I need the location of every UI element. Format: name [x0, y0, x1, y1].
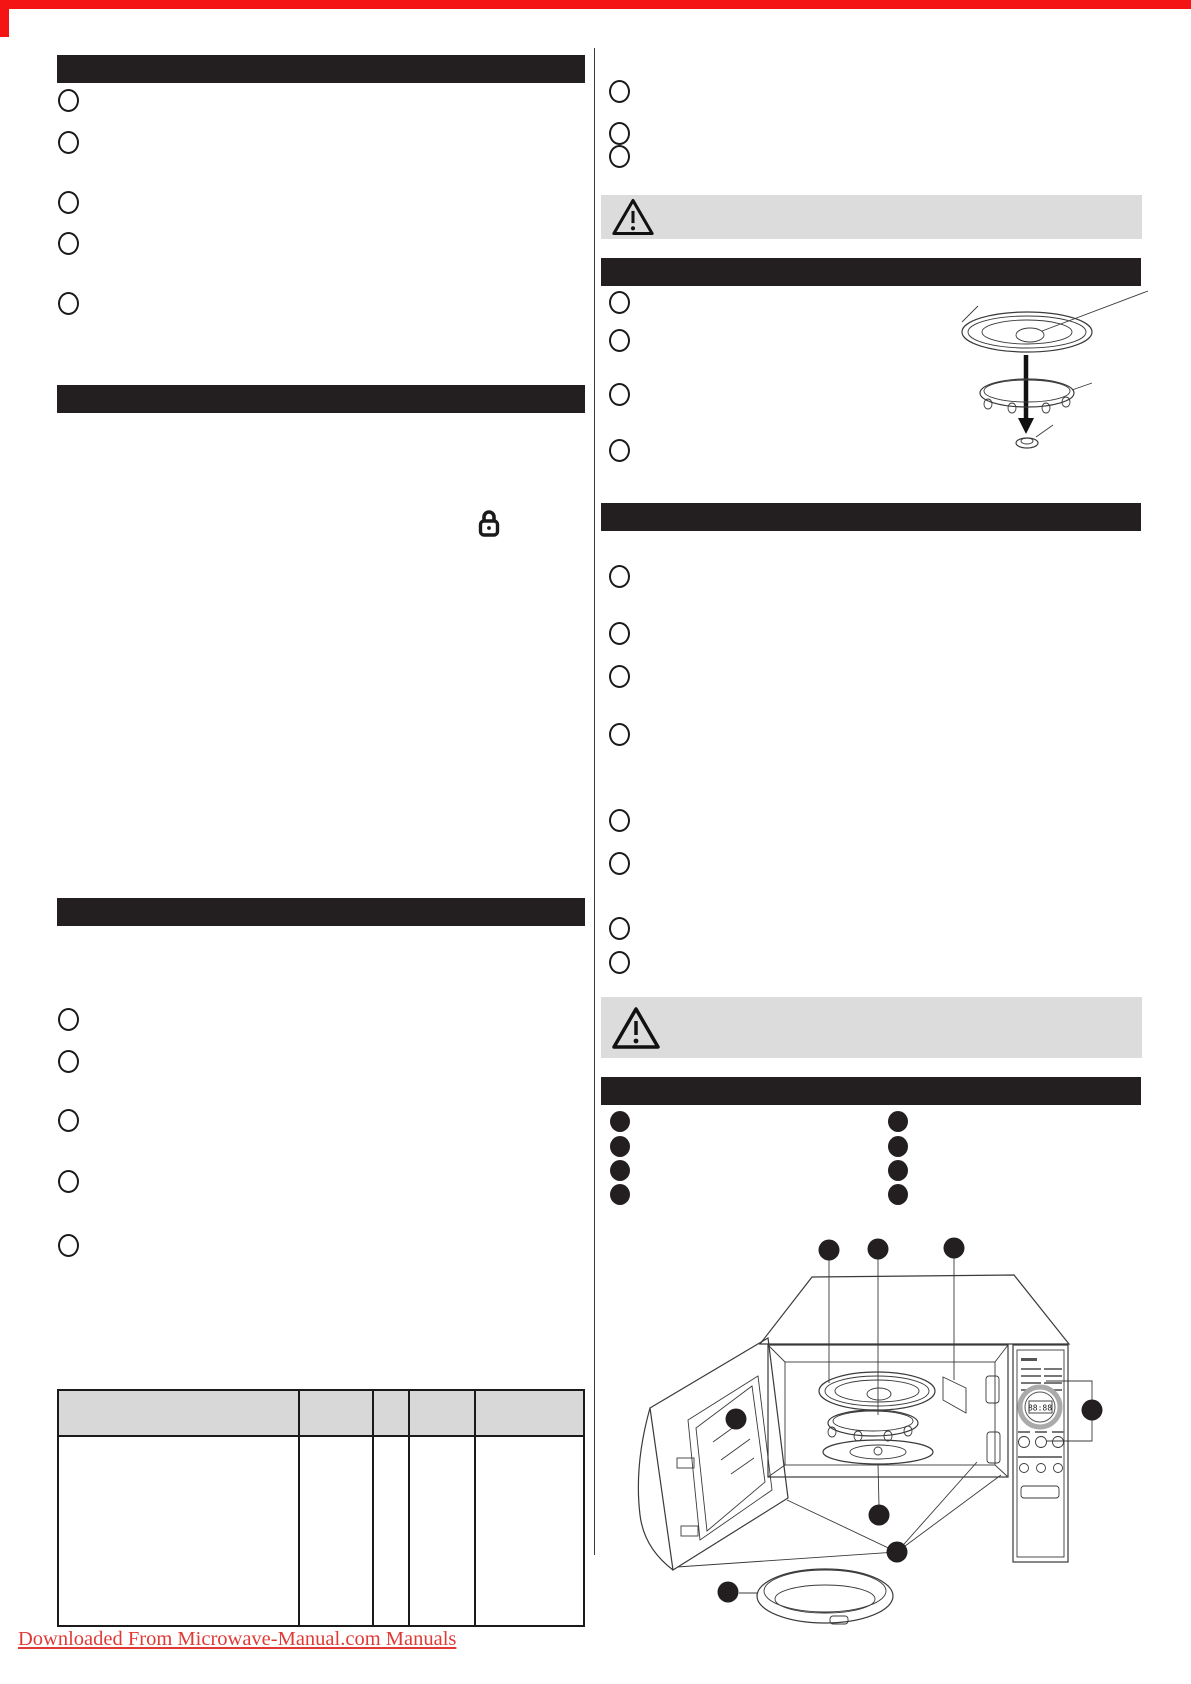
list-bullet-circle — [609, 917, 630, 940]
list-bullet-circle — [58, 1008, 79, 1031]
feature-number-dot — [610, 1111, 630, 1132]
list-bullet-circle — [609, 809, 630, 832]
callout-number-dot — [944, 1238, 965, 1259]
list-bullet-circle — [58, 131, 79, 154]
table-column-border — [474, 1391, 476, 1625]
cooking-table — [57, 1389, 585, 1627]
list-bullet-circle — [58, 232, 79, 255]
feature-number-dot — [888, 1184, 908, 1205]
list-bullet-circle — [609, 122, 630, 145]
list-bullet-circle — [58, 1109, 79, 1132]
callout-number-dot — [1082, 1400, 1103, 1421]
oven-parts-diagram — [580, 1210, 1191, 1635]
table-column-border — [372, 1391, 374, 1625]
list-bullet-circle — [58, 1050, 79, 1073]
feature-number-dot — [610, 1160, 630, 1181]
red-mark-top — [0, 0, 1191, 9]
list-bullet-circle — [58, 191, 79, 214]
list-bullet-circle — [609, 291, 630, 314]
warning-band — [601, 997, 1142, 1058]
list-bullet-circle — [609, 329, 630, 352]
svg-text:88:88: 88:88 — [1027, 1403, 1053, 1413]
feature-number-dot — [888, 1136, 908, 1157]
callout-number-dot — [869, 1505, 890, 1526]
warning-triangle-icon — [611, 197, 655, 237]
section-header-bar — [57, 898, 585, 926]
list-bullet-circle — [609, 565, 630, 588]
section-header-bar — [601, 1077, 1141, 1105]
list-bullet-circle — [609, 622, 630, 645]
turntable-assembly-diagram — [900, 280, 1191, 463]
list-bullet-circle — [58, 89, 79, 112]
lock-icon — [477, 509, 501, 544]
warning-triangle-icon — [611, 1005, 661, 1051]
list-bullet-circle — [58, 1170, 79, 1193]
list-bullet-circle — [609, 383, 630, 406]
feature-number-dot — [610, 1184, 630, 1205]
table-column-border — [408, 1391, 410, 1625]
list-bullet-circle — [609, 80, 630, 103]
table-header-row — [59, 1391, 583, 1437]
list-bullet-circle — [609, 439, 630, 462]
section-header-bar — [57, 55, 585, 83]
list-bullet-circle — [609, 145, 630, 168]
feature-number-dot — [888, 1160, 908, 1181]
callout-number-dot — [868, 1239, 889, 1260]
callout-number-dot — [819, 1240, 840, 1261]
feature-number-dot — [888, 1111, 908, 1132]
red-mark-left — [0, 0, 9, 37]
list-bullet-circle — [58, 292, 79, 315]
callout-number-dot — [887, 1542, 908, 1563]
list-bullet-circle — [609, 852, 630, 875]
list-bullet-circle — [609, 665, 630, 688]
list-bullet-circle — [609, 951, 630, 974]
section-header-bar — [601, 503, 1141, 531]
footer-source-link[interactable]: Downloaded From Microwave-Manual.com Manuals — [18, 1628, 457, 1650]
section-header-bar — [57, 385, 585, 413]
list-bullet-circle — [58, 1234, 79, 1257]
callout-number-dot — [726, 1409, 747, 1430]
table-column-border — [298, 1391, 300, 1625]
feature-number-dot — [610, 1136, 630, 1157]
warning-band — [601, 195, 1142, 239]
callout-number-dot — [718, 1582, 739, 1603]
list-bullet-circle — [609, 723, 630, 746]
